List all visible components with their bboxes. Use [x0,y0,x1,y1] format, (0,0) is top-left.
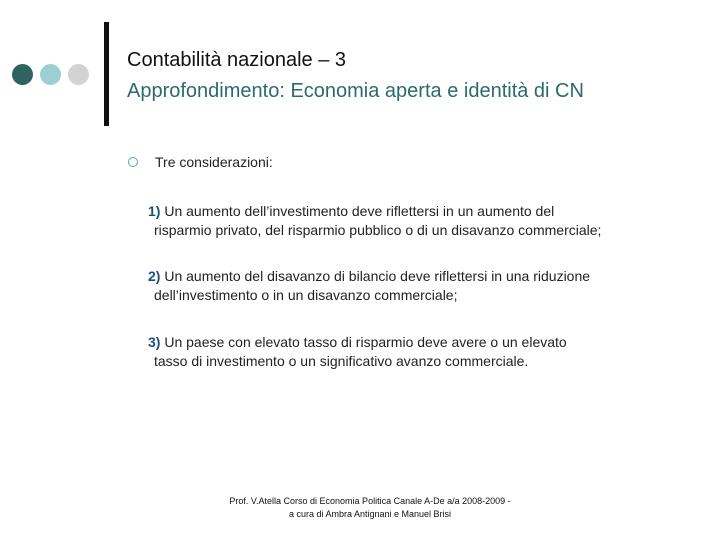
point-3 [148,333,688,371]
intro-bullet [128,154,273,170]
intro-text: Tre considerazioni: [155,154,273,170]
point-line-1: Un aumento del disavanzo di bilancio deve riflettersi in una riduzione [164,268,591,284]
point-2 [148,267,688,305]
point-line-2: dell’investimento o in un disavanzo commerciale; [154,287,458,303]
point-line-2: tasso di investimento o un significativo avanzo commerciale. [154,353,529,369]
slide-subtitle: Approfondimento: Economia aperta e identità di CN [127,80,584,102]
ring-bullet-icon [128,157,138,167]
point-line-2: risparmio privato, del risparmio pubblico o di un disavanzo commerciale; [154,222,602,238]
point-line-1: Un aumento dell’investimento deve riflettersi in un aumento del [164,203,555,219]
decorative-dots [12,64,89,85]
point-number: 2) [148,268,161,284]
light-teal-dot [40,64,61,85]
vertical-divider [104,22,109,126]
gray-dot [68,64,89,85]
footer-line-1: Prof. V.Atella Corso di Economia Politica Canale A-De a/a 2008-2009 - [229,496,511,506]
point-1 [148,202,688,240]
dark-teal-dot [12,64,33,85]
point-number: 1) [148,203,161,219]
slide-title: Contabilità nazionale – 3 [127,49,347,71]
point-line-1: Un paese con elevato tasso di risparmio deve avere o un elevato [164,334,567,350]
slide-footer [200,495,540,521]
footer-line-2: a cura di Ambra Antignani e Manuel Brisi [288,509,452,519]
point-number: 3) [148,334,161,350]
